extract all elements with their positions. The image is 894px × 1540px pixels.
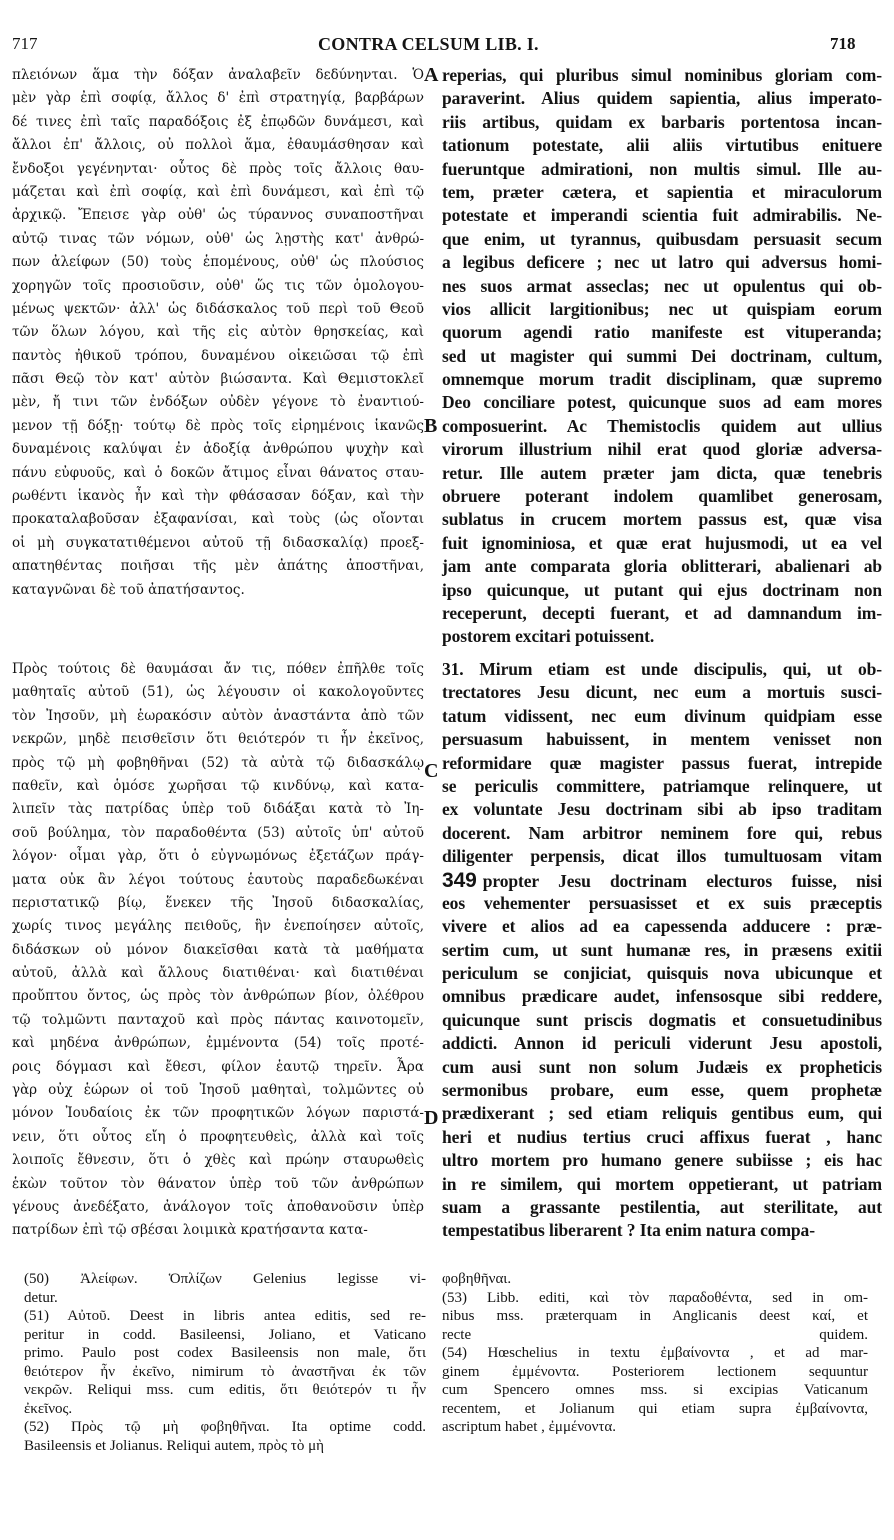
greek-text-line: ἀρχικῷ. Ἔπεισε γὰρ οὐθ' ὡς τύραννος συναποστῆναι <box>12 207 424 224</box>
greek-text-line: καὶ μηδένα ἀνθρώπων, ἐμμένοντα (54) τοῖς προτέ- <box>12 1035 424 1052</box>
latin-text-line: reformidare quæ magister passus fuerat, intrepide <box>442 752 882 773</box>
footnote-line: nibus mss. præterquam in Anglicanis deest καί, et <box>442 1308 868 1324</box>
footnote-line: ἐκεῖνος. <box>24 1400 73 1417</box>
greek-text-line: νεκρῶν, μηδὲ πεισθεῖσιν ὅτι θειότερόν τι ἦν ἐκεῖνος, <box>12 731 424 748</box>
greek-text-line: τῶν ὅλων λόγου, καὶ τῆς εἰς αὐτὸν θρησκείας, καὶ <box>12 324 424 341</box>
greek-text-line: πᾶσι Θεῷ τὸν κατ' αὐτὸν βιώσαντα. Καὶ Θεμιστοκλεῖ <box>12 371 424 388</box>
latin-text-line: 31. Mirum etiam est unde discipulis, qui, ut ob- <box>442 659 882 679</box>
greek-paragraph-2 <box>12 658 424 1243</box>
latin-text-line: tatum vidissent, nec eum divinum quidpiam esse <box>442 705 882 726</box>
latin-text-line: obruere poterant indolem quamlibet generosam, <box>442 486 882 507</box>
footnote-line: (51) Αὐτοῦ. Deest in libris antea editis, sed re- <box>24 1308 426 1324</box>
latin-text-line: vivere et alios ad ea capessenda adducere : præ- <box>442 916 882 937</box>
latin-text-line: tem, præter cætera, et sapientia et miraculorum <box>442 181 882 202</box>
greek-text-line: λοιποῖς ἔθνεσιν, ὅτι ὁ χθὲς καὶ πρώην σταυρωθεὶς <box>12 1152 424 1169</box>
latin-text-line: ipso quicunque, ut putant qui ejus doctrinam non <box>442 579 882 600</box>
latin-text-line: heri et nudius tertius cruci affixus fuerat , hanc <box>442 1126 882 1147</box>
greek-text-line: διδάσκων οὐ μόνον διακεῖσθαι κατὰ τὰ μαθήματα <box>12 941 424 958</box>
greek-text-line: ρωθέντι ἱκανὸς ἦν καὶ τὴν φθάσασαν δόξαν, καὶ τὴν <box>12 488 424 505</box>
greek-text-line: Πρὸς τούτοις δὲ θαυμάσαι ἄν τις, πόθεν ἐπῆλθε τοῖς <box>12 661 424 677</box>
latin-text-line: trectatores Jesu dicunt, nec eum a mortuis susci- <box>442 682 882 703</box>
greek-text-line: ροις δόγμασι καὶ ἔθεσι, φίλον ἑαυτῷ τηρεῖν. Ἆρα <box>12 1058 424 1075</box>
greek-text-line: παντὸς ἠθικοῦ τρόπου, δυναμένου οἰκειῶσαι τῷ ἐπὶ <box>12 347 424 364</box>
footnote-line: detur. <box>24 1289 58 1306</box>
margin-letter-b: B <box>424 415 438 437</box>
latin-text-line: virorum illustrium nihil erat quod gloriæ adversa- <box>442 439 882 460</box>
greek-text-line: αὐτῷ τινας τῶν νόμων, οὐθ' ὡς λῃστὴς κατ' ἀνθρώ- <box>12 230 424 247</box>
latin-text-line: persuasum habuissent, in mentem venisset non <box>442 729 882 750</box>
latin-text-line: omnibus prædicare audet, infensosque sibi reddere, <box>442 986 882 1007</box>
greek-text-line: μὲν, ἤ τινι τῶν ἐνδόξων οὐδὲν γέγονε τὸ ἐναντιού- <box>12 394 424 411</box>
greek-text-line: πρὸς τῷ μὴ φοβηθῆναι (52) τὰ αὐτὰ τῷ διδασκάλῳ <box>12 754 424 771</box>
latin-text-line: prædixerant ; sed etiam reliquis gentibus eum, qui <box>442 1103 882 1124</box>
latin-text-line: nes suos armat asseclas; nec ut opulentus qui ob- <box>442 275 882 296</box>
greek-text-line: γένους ἀνεδέξατο, ἀνάλογον τοῖς ἀποθανοῦσιν ὑπὲρ <box>12 1198 424 1215</box>
greek-text-line: τὸν Ἰησοῦν, μὴ ἑωρακόσιν αὐτὸν ἀναστάντα ἀπὸ τῶν <box>12 707 424 724</box>
latin-text-line: omnemque morum tradit disciplinam, quæ supremo <box>442 369 882 390</box>
latin-text-line: Deo conciliare potest, quicunque suos ad eam mores <box>442 392 882 413</box>
latin-text-line: in re similem, qui mortem oppetierant, ut patriam <box>442 1173 882 1194</box>
right-page-number: 718 <box>830 34 856 53</box>
footnote-line: ascriptum habet , ἐμμένοντα. <box>442 1419 617 1435</box>
latin-text-line: addicti. Annon id periculi viderunt Jesu apostoli, <box>442 1033 882 1054</box>
latin-text-line: docerent. Nam arbitror neminem fore qui, rebus <box>442 822 882 843</box>
latin-text-line: que enim, ut tyrannus, quibusdam persuasit secum <box>442 228 882 249</box>
greek-text-line: τῷ τολμῶντι πανταχοῦ καὶ πρὸς πάντας καινοτομεῖν, <box>12 1011 424 1028</box>
footnote-line: θειότερον ἦν ἐκεῖνο, nimirum τὸ ἀναστῆναι ἐκ τῶν <box>24 1363 426 1380</box>
latin-text-line: postorem excitari potuissent. <box>442 626 655 647</box>
latin-text-line: diligenter perpensis, dicat illos tumultuosam vitam <box>442 846 882 867</box>
latin-text-line: receperunt, decepti fuerant, et ad damnandum im- <box>442 602 882 623</box>
footnote-line: ginem ἐμμένοντα. Posteriorem lectionem sequuntur <box>442 1363 868 1380</box>
greek-text-line: λιπεῖν τὰς πατρίδας ὑπὲρ τοῦ διδάξαι κατὰ τὸ Ἰη- <box>12 801 424 818</box>
greek-text-line: νειν, ὅτι οὗτος εἴη ὁ προφητευθεὶς, ἀλλὰ καὶ τοῖς <box>12 1128 424 1145</box>
latin-text-line: suam a grassante pestilentia, aut sterilitate, aut <box>442 1196 882 1217</box>
greek-text-line: ἔνδοξοι γεγένηνται· οὗτος δὲ πρὸς τοῖς ἄλλοις θαυ- <box>12 160 424 177</box>
greek-text-line: ἄλλοι ἐπ' ἄλλοις, οὐ πολλοὶ ἅμα, ἐθαυμάσθησαν καὶ <box>12 137 424 154</box>
greek-text-line: προκαταλαβοῦσαν ἐξαφανίσαι, καὶ τοὺς (ὡς οἴονται <box>12 511 424 528</box>
latin-paragraph-1 <box>442 64 882 649</box>
greek-text-line: πλειόνων ἅμα τὴν δόξαν ἀναλαβεῖν δεδύνηνται. Ὁ <box>12 67 424 83</box>
footnote-line: φοβηθῆναι. <box>442 1271 512 1287</box>
greek-text-line: μαθηταῖς αὐτοῦ (51), ὡς λέγουσιν οἱ κακολογοῦντες <box>12 684 424 701</box>
latin-text-line: retur. Ille autem præter jam dicta, quæ tenebris <box>442 462 882 483</box>
latin-text-line: quorum agendi ratio manifeste est vituperanda; <box>442 322 882 343</box>
footnote-line: peritur in codd. Basileensi, Joliano, et Vaticano <box>24 1326 426 1343</box>
greek-text-line: πάνυ εὐφυοῦς, καὶ ὁ δοκῶν ἄτιμος εἶναι θάνατος σταυ- <box>12 464 424 481</box>
latin-text-line: eos vehementer persuasisset et ex suis præceptis <box>442 892 882 913</box>
latin-text-line: composuerint. Ac Themistoclis quidem aut ullius <box>442 415 882 436</box>
latin-text-line: sed ut magister qui summi Dei doctrinam, cultum, <box>442 345 882 366</box>
latin-text-line: fuit ignominiosa, et quæ erat hujusmodi, ut ea vel <box>442 532 882 553</box>
latin-text-line: a legibus deficere ; nec ut latro qui adversus homi- <box>442 252 882 273</box>
footnote-line: (52) Πρὸς τῷ μὴ φοβηθῆναι. Ita optime codd. <box>24 1419 426 1435</box>
latin-text-line: paraverint. Alius quidem sapientia, alius imperato- <box>442 88 882 109</box>
latin-text-line: sertim cum, ut sunt humanæ res, in præsens exitii <box>442 939 882 960</box>
greek-text-line: δυναμένοις καλύψαι ἐν ἀδοξίᾳ ἀνθρώπου ψυχὴν καὶ <box>12 441 424 458</box>
column-number: 349 <box>442 868 477 892</box>
greek-text-line: απατηθέντας ποιῆσαι τῆς μὲν ἀπάτης ἀποστῆναι, <box>12 558 424 575</box>
footnote-line: cum Spencero omnes mss. si excipias Vaticanum <box>442 1382 868 1398</box>
latin-text-line: sermonibus probare, eum esse, quem prophetæ <box>442 1080 882 1101</box>
latin-text-line: reperias, qui pluribus simul nominibus gloriam com- <box>442 65 882 85</box>
greek-paragraph-1 <box>12 64 424 602</box>
footnote-line: recentem, et Jolianum qui etiam supra ἐμβαίνοντα, <box>442 1400 868 1417</box>
greek-text-line: οἱ μὴ συγκατατιθέμενοι αὐτοῦ τῇ διδασκαλίᾳ) προεξ- <box>12 534 424 551</box>
margin-letter-c: C <box>424 760 439 782</box>
greek-text-line: καταγνῶναι δὲ τοῦ ἀπατήσαντος. <box>12 581 245 598</box>
latin-text-line: ultro mortem pro humano genere subiisse ; eis hac <box>442 1150 882 1171</box>
greek-text-line: πατρίδων ἐπὶ τῷ σβέσαι λοιμικὰ κρατήσαντα κατα- <box>12 1222 368 1239</box>
greek-text-line: μένως ψεκτῶν· ἀλλ' ὡς διδάσκαλος τοῦ περὶ τοῦ Θεοῦ <box>12 300 424 317</box>
greek-text-line: ἑκὼν τοῦτον τὸν θάνατον ὑπὲρ τοῦ τῶν ἀνθρώπων <box>12 1175 424 1192</box>
greek-text-line: ματα οὐκ ἂν λέγοι τούτους ἑαυτοὺς παραδεδωκέναι <box>12 871 424 888</box>
footnotes-left <box>24 1270 426 1455</box>
footnote-line: νεκρῶν. Reliqui mss. cum editis, ὅτι θειότερόν τι ἦν <box>24 1382 426 1398</box>
footnote-line: Basileensis et Jolianus. Reliqui autem, πρὸς τὸ μὴ <box>24 1437 324 1454</box>
greek-text-line: προὔπτου ὄντος, ὡς πρὸς τὸν ἀνθρώπων βίον, ὀλέθρου <box>12 988 424 1005</box>
latin-text-line: ex voluntate Jesu doctrinam sibi ab ipso traditam <box>442 799 882 820</box>
footnote-line: primo. Paulo post codex Basileensis non male, ὅτι <box>24 1345 426 1361</box>
greek-text-line: μάζεται καὶ ἐπὶ σοφίᾳ, καὶ ἐπὶ δυνάμεσι, καὶ ἐπὶ τῷ <box>12 183 424 200</box>
latin-text-line: cum ausi sunt non solum Judæis ex propheticis <box>442 1056 882 1077</box>
greek-text-line: μὲν γὰρ ἐπὶ σοφίᾳ, ἄλλος δ' ἐπὶ στρατηγίᾳ, βαρβάρων <box>12 90 424 107</box>
latin-text-line: sublatus in crucem mortem passus est, quæ visa <box>442 509 882 530</box>
footnote-line: (54) Hœschelius in textu ἐμβαίνοντα , et ad mar- <box>442 1345 868 1361</box>
greek-text-line: αὐτοῦ, ἀλλὰ καὶ ἄλλους διατιθέναι· καὶ διατιθέναι <box>12 965 424 982</box>
greek-text-line: πων ἀλείφων (50) τοὺς ἑπομένους, οὐθ' ὡς πλούσιος <box>12 254 424 271</box>
greek-text-line: χωρίς τινος μεγάλης πειθοῦς, ἣν ἐνεποίησεν αὐτοῖς, <box>12 918 424 935</box>
greek-text-line: δέ τινες ἐπὶ ταῖς παραδόξοις ἐξ ἐπῳδῶν δυνάμεσι, καὶ <box>12 113 424 130</box>
latin-text-line: tempestatibus liberarent ? Ita enim natura compa- <box>442 1220 815 1241</box>
latin-text-fragment: propter Jesu doctrinam electuros fuisse, nisi <box>482 870 882 891</box>
latin-text-line: riis artibus, quidam ex barbaris portentosa incan- <box>442 111 882 132</box>
greek-text-line: παθεῖν, καὶ ὁμόσε χωρῆσαι τῷ κινδύνῳ, καὶ κατα- <box>12 777 424 794</box>
running-title: CONTRA CELSUM LIB. I. <box>318 34 539 54</box>
greek-text-line: περιστατικῷ βίῳ, ἕνεκεν τῆς Ἰησοῦ διδασκαλίας, <box>12 894 424 911</box>
latin-text-line: se periculis committere, patriamque relinquere, ut <box>442 775 882 796</box>
latin-text-line <box>442 869 882 892</box>
latin-text-line: vios allicit largitionibus; nec ut quispiam eorum <box>442 298 882 319</box>
footnote-line: recte quidem. <box>442 1326 868 1343</box>
footnotes-right <box>442 1270 868 1437</box>
latin-text-line: jam ante comparata gloria oblitterari, abalienari ab <box>442 556 882 577</box>
greek-text-line: σοῦ βούλημα, τὸν παραδοθέντα (53) αὐτοῖς ὑπ' αὐτοῦ <box>12 824 424 841</box>
margin-letter-a: A <box>424 64 439 86</box>
latin-text-line: tationum potestate, alii aliis virtutibus enituere <box>442 135 882 156</box>
latin-text-line: potestate et imperandi scientia fuit admirabilis. Ne- <box>442 205 882 226</box>
greek-text-line: λόγον· οἶμαι γὰρ, ὅτι ὁ εὐγνωμόνως ἐξετάζων πράγ- <box>12 848 424 865</box>
latin-text-line: periculum se conjiciat, quisquis nova ubicunque et <box>442 963 882 984</box>
greek-text-line: γὰρ οὐχ ἑώρων οἱ τοῦ Ἰησοῦ μαθηταὶ, τολμῶντες οὐ <box>12 1082 424 1099</box>
greek-text-line: χορηγῶν τοῖς προσιοῦσιν, οὐθ' ὥς τις τῶν ὁμολογου- <box>12 277 424 294</box>
latin-paragraph-2 <box>442 658 882 1243</box>
latin-text-line: fueruntque admirationi, non multis simul. Ille au- <box>442 158 882 179</box>
footnote-line: (50) Ἀλείφων. Ὁπλίζων Gelenius legisse vi- <box>24 1271 426 1287</box>
latin-text-line: quicunque sunt priscis dogmatis et consuetudinibus <box>442 1009 882 1030</box>
greek-text-line: μόνον Ἰουδαίοις ἐκ τῶν προφητικῶν λόγων παριστά- <box>12 1105 424 1122</box>
left-page-number: 717 <box>12 34 38 53</box>
greek-text-line: μενον τῇ δόξῃ· τούτῳ δὲ πρὸς τοῖς εἰρημένοις ἱκανῶς <box>12 417 424 434</box>
footnote-line: (53) Libb. editi, καὶ τὸν παραδοθέντα, sed in om- <box>442 1289 868 1306</box>
margin-letter-d: D <box>424 1107 439 1129</box>
